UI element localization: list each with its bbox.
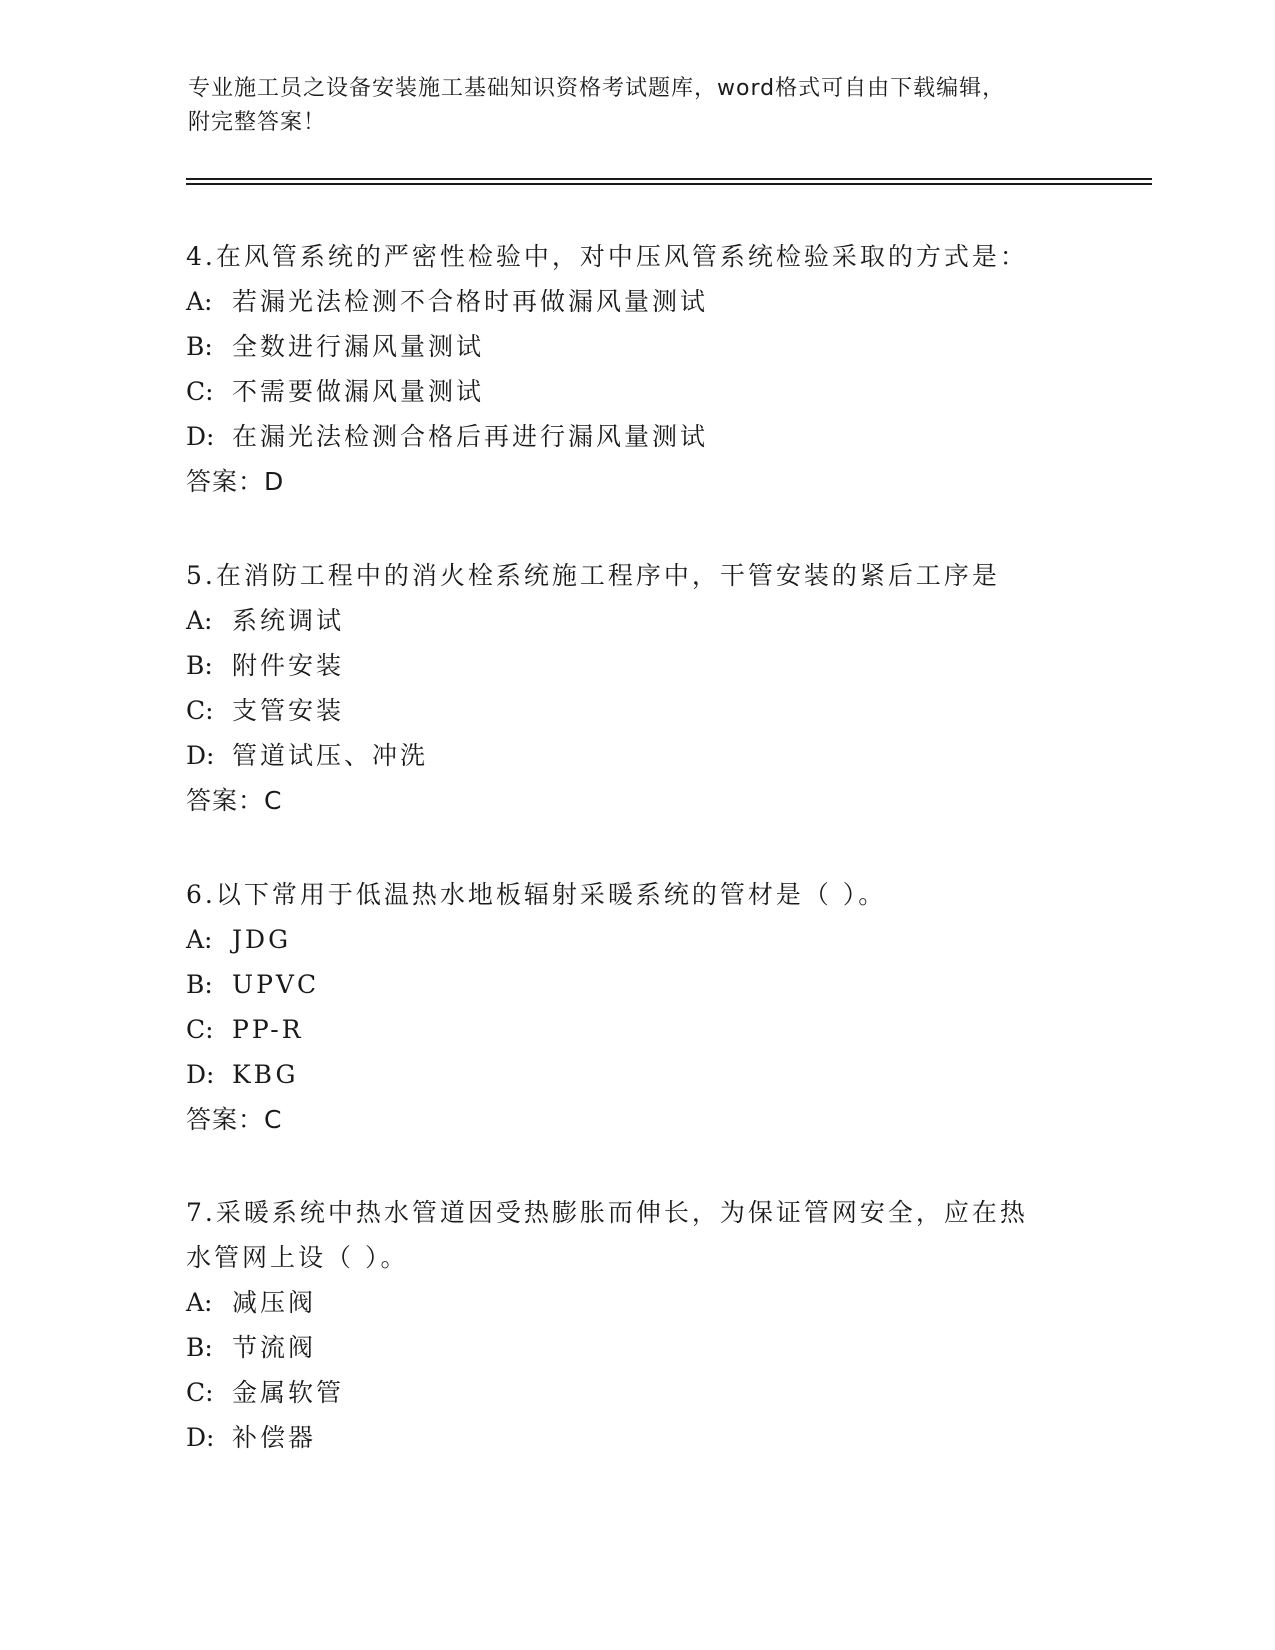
option-key: C:: [186, 1015, 214, 1044]
option-key: D:: [186, 741, 215, 770]
option-text: 系统调试: [232, 606, 345, 635]
option-key: A:: [186, 1288, 213, 1317]
question-6: [186, 872, 1086, 1142]
answer-line: 答案：D: [186, 467, 285, 496]
question-5: [186, 553, 1086, 823]
question-4: [186, 234, 1086, 504]
option-a: [186, 279, 1086, 324]
option-text: 金属软管: [232, 1378, 345, 1407]
answer-line: 答案：C: [186, 786, 283, 815]
option-key: D:: [186, 1060, 215, 1089]
option-key: A:: [186, 287, 213, 316]
option-text: 不需要做漏风量测试: [232, 377, 485, 406]
option-d: [186, 1052, 1086, 1097]
option-key: B:: [186, 1333, 213, 1362]
question-text-line-1: 7.采暖系统中热水管道因受热膨胀而伸长，为保证管网安全，应在热: [186, 1198, 1028, 1227]
document-header: [188, 72, 1088, 140]
option-key: B:: [186, 332, 213, 361]
option-text: 节流阀: [232, 1333, 317, 1362]
option-b: [186, 324, 1086, 369]
option-text: JDG: [232, 925, 292, 954]
question-text: 4.在风管系统的严密性检验中，对中压风管系统检验采取的方式是：: [186, 242, 1028, 271]
option-text: 附件安装: [232, 651, 345, 680]
option-b: [186, 962, 1086, 1007]
header-line-1: 专业施工员之设备安装施工基础知识资格考试题库，word格式可自由下载编辑，: [188, 76, 1006, 101]
option-text: 全数进行漏风量测试: [232, 332, 485, 361]
option-key: B:: [186, 970, 213, 999]
option-key: A:: [186, 925, 213, 954]
header-line-2: 附完整答案！: [188, 110, 327, 135]
option-a: [186, 1280, 1086, 1325]
option-text: 若漏光法检测不合格时再做漏风量测试: [232, 287, 709, 316]
question-text: 6.以下常用于低温热水地板辐射采暖系统的管材是（ ）。: [186, 880, 887, 909]
option-text: PP-R: [232, 1015, 304, 1044]
answer-line: 答案：C: [186, 1105, 283, 1134]
option-b: [186, 643, 1086, 688]
option-key: C:: [186, 377, 214, 406]
question-text-line-2: 水管网上设（ ）。: [186, 1243, 409, 1272]
option-d: [186, 1415, 1086, 1460]
question-7: [186, 1190, 1086, 1460]
option-text: 补偿器: [232, 1423, 317, 1452]
option-text: 支管安装: [232, 696, 345, 725]
option-c: [186, 688, 1086, 733]
option-text: KBG: [232, 1060, 299, 1089]
header-divider-bottom: [186, 183, 1152, 185]
option-key: C:: [186, 696, 214, 725]
option-text: 管道试压、冲洗: [232, 741, 429, 770]
option-b: [186, 1325, 1086, 1370]
option-key: B:: [186, 651, 213, 680]
option-c: [186, 1370, 1086, 1415]
option-text: 在漏光法检测合格后再进行漏风量测试: [232, 422, 709, 451]
option-d: [186, 414, 1086, 459]
option-key: D:: [186, 1423, 215, 1452]
header-divider-top: [186, 178, 1152, 180]
option-text: UPVC: [232, 970, 320, 999]
option-key: A:: [186, 606, 213, 635]
option-c: [186, 1007, 1086, 1052]
option-a: [186, 917, 1086, 962]
question-text: 5.在消防工程中的消火栓系统施工程序中，干管安装的紧后工序是: [186, 561, 1000, 590]
option-text: 减压阀: [232, 1288, 317, 1317]
option-key: D:: [186, 422, 215, 451]
option-c: [186, 369, 1086, 414]
option-d: [186, 733, 1086, 778]
option-key: C:: [186, 1378, 214, 1407]
option-a: [186, 598, 1086, 643]
